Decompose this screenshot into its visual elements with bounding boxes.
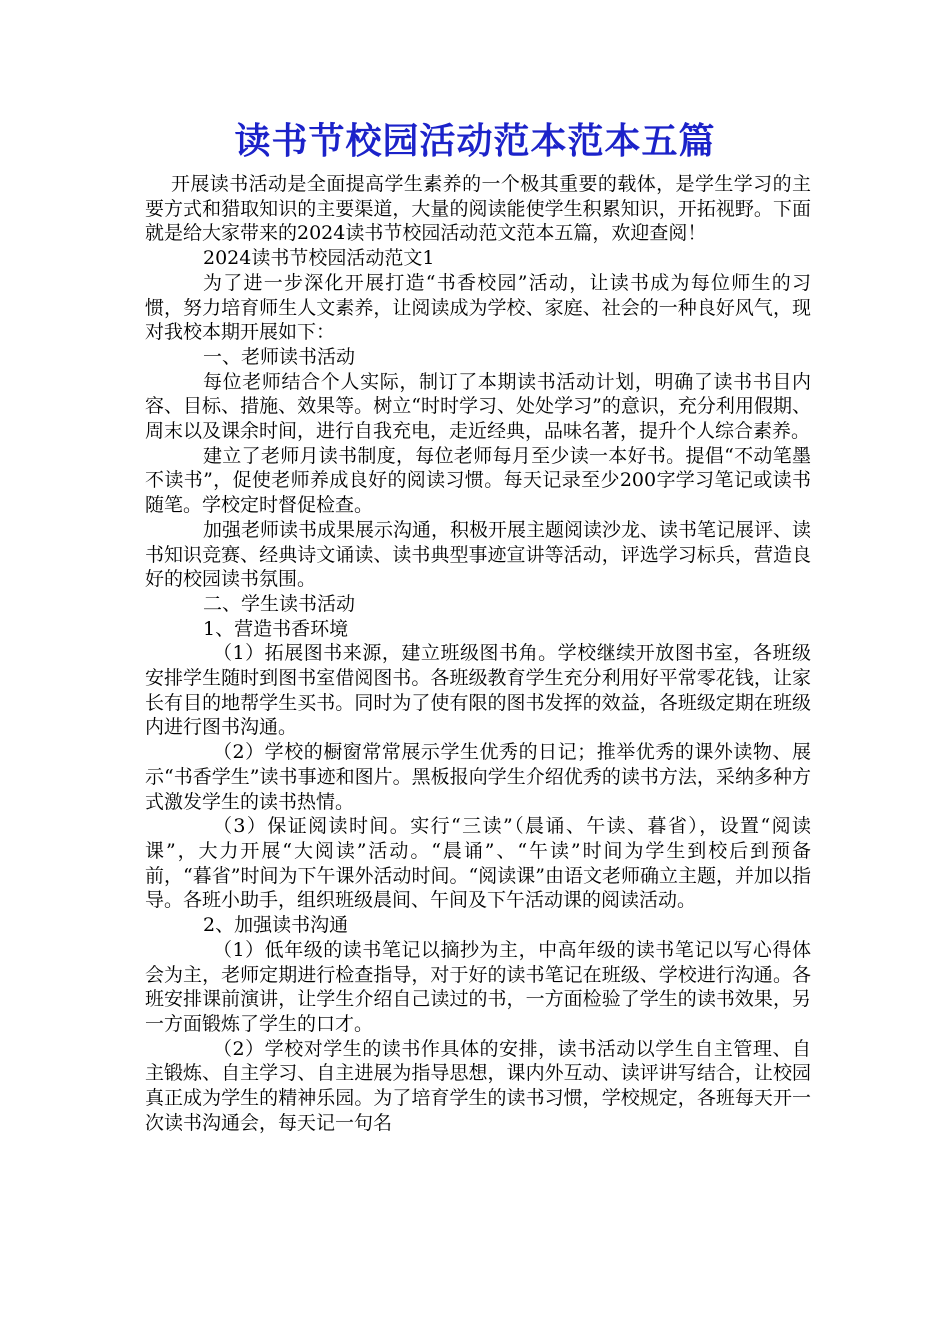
- subsection-heading: 2、加强读书沟通: [203, 914, 349, 937]
- section-heading: 一、老师读书活动: [203, 345, 356, 368]
- document-body: [145, 172, 811, 1135]
- section-heading: 二、学生读书活动: [203, 592, 356, 615]
- paragraph: 建立了老师月读书制度，每位老师每月至少读一本好书。提倡“不动笔墨不读书”，促使老师养成良好的阅读习惯。每天记录至少200字学习笔记或读书随笔。学校定时督促检查。: [145, 444, 811, 517]
- paragraph: （1）拓展图书来源，建立班级图书角。学校继续开放图书室，各班级安排学生随时到图书室借阅图书。各班级教育学生充分利用好平常零花钱，让家长有目的地帮学生买书。同时为了使有限的图书发挥的效益，各班级定期在班级内进行图书沟通。: [145, 642, 811, 739]
- paragraph: 为了进一步深化开展打造“书香校园”活动，让读书成为每位师生的习惯，努力培育师生人文素养，让阅读成为学校、家庭、社会的一种良好风气，现对我校本期开展如下：: [145, 271, 811, 344]
- paragraph: 加强老师读书成果展示沟通，积极开展主题阅读沙龙、读书笔记展评、读书知识竞赛、经典诗文诵读、读书典型事迹宣讲等活动，评选学习标兵，营造良好的校园读书氛围。: [145, 518, 812, 591]
- paragraph: （1）低年级的读书笔记以摘抄为主，中高年级的读书笔记以写心得体会为主，老师定期进行检查指导，对于好的读书笔记在班级、学校进行沟通。各班安排课前演讲，让学生介绍自己读过的书，一方面检验了学生的读书效果，另一方面锻炼了学生的口才。: [145, 938, 811, 1035]
- document-title: 读书节校园活动范本范本五篇: [234, 120, 716, 162]
- section-heading: 2024读书节校园活动范文1: [203, 247, 435, 270]
- paragraph: （3）保证阅读时间。实行“三读”（晨诵、午读、暮省），设置“阅读课”，大力开展“大阅读”活动。“晨诵”、“午读”时间为学生到校后到预备前，“暮省”时间为下午课外活动时间。“阅读课”由语文老师确立主题，并加以指导。各班小助手，组织班级晨间、午间及下午活动课的阅读活动。: [145, 815, 811, 912]
- paragraph: （2）学校的橱窗常常展示学生优秀的日记；推举优秀的课外读物、展示“书香学生”读书事迹和图片。黑板报向学生介绍优秀的读书方法，采纳多种方式激发学生的读书热情。: [145, 741, 811, 813]
- subsection-heading: 1、营造书香环境: [203, 617, 349, 640]
- paragraph: 每位老师结合个人实际，制订了本期读书活动计划，明确了读书书目内容、目标、措施、效果等。树立“时时学习、处处学习”的意识，充分利用假期、周末以及课余时间，进行自我充电，走近经典，品味名著，提升个人综合素养。: [145, 370, 811, 443]
- paragraph: 开展读书活动是全面提高学生素养的一个极其重要的载体，是学生学习的主要方式和猎取知识的主要渠道，大量的阅读能使学生积累知识，开拓视野。下面就是给大家带来的2024读书节校园活动范文范本五篇，欢迎查阅！: [145, 173, 811, 245]
- paragraph: （2）学校对学生的读书作具体的安排，读书活动以学生自主管理、自主锻炼、自主学习、自主进展为指导思想，课内外互动、读评讲写结合，让校园真正成为学生的精神乐园。为了培育学生的读书习惯，学校规定，各班每天开一次读书沟通会，每天记一句名: [145, 1037, 811, 1134]
